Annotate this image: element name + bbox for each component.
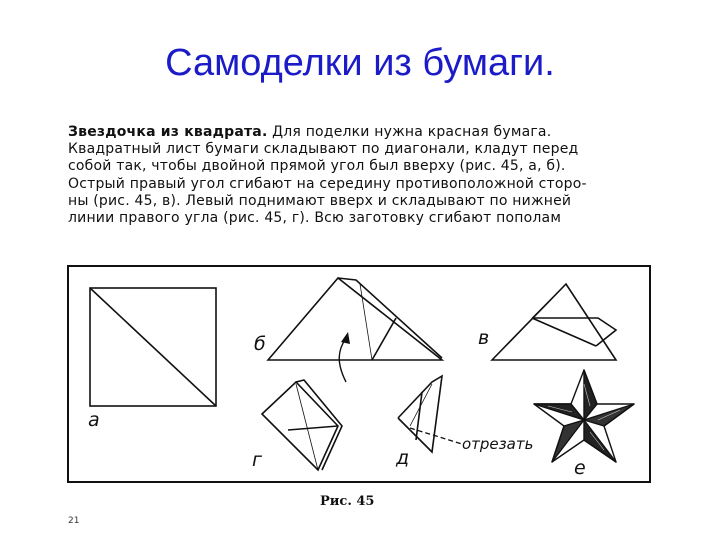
paragraph-heading: Звездочка из квадрата. xyxy=(68,124,268,140)
figure-caption: Рис. 45 xyxy=(320,494,375,509)
step-g-fold xyxy=(262,380,342,470)
label-v: в xyxy=(478,327,490,349)
label-b: б xyxy=(254,333,266,355)
label-d: д xyxy=(396,447,410,469)
slide-title: Самоделки из бумаги. xyxy=(165,42,555,84)
paragraph-line-2: Квадратный лист бумаги складывают по диагонали, кладут перед xyxy=(68,141,579,158)
page-number: 21 xyxy=(68,516,80,526)
cut-line xyxy=(410,428,462,444)
step-b-triangle xyxy=(268,278,442,360)
label-cut: отрезать xyxy=(462,435,534,453)
fold-arrow-b-head xyxy=(341,332,350,344)
paragraph-line-5: ны (рис. 45, в). Левый поднимают вверх и складывают по нижней xyxy=(68,192,572,209)
step-e-star xyxy=(534,370,634,462)
paragraph-line-6: линии правого угла (рис. 45, г). Всю заготовку сгибают пополам xyxy=(68,210,562,227)
step-a-square xyxy=(90,288,216,406)
label-e: е xyxy=(574,457,586,479)
label-a: а xyxy=(88,409,100,431)
paragraph-line-1-text: Для поделки нужна красная бумага. xyxy=(267,124,552,140)
step-d-fold xyxy=(398,376,442,452)
step-v-fold xyxy=(492,284,616,360)
paragraph-line-4: Острый правый угол сгибают на середину противоположной сторо- xyxy=(68,175,587,192)
label-g: г xyxy=(252,449,262,471)
paragraph-line-3: собой так, чтобы двойной прямой угол был вверху (рис. 45, а, б). xyxy=(68,158,566,175)
